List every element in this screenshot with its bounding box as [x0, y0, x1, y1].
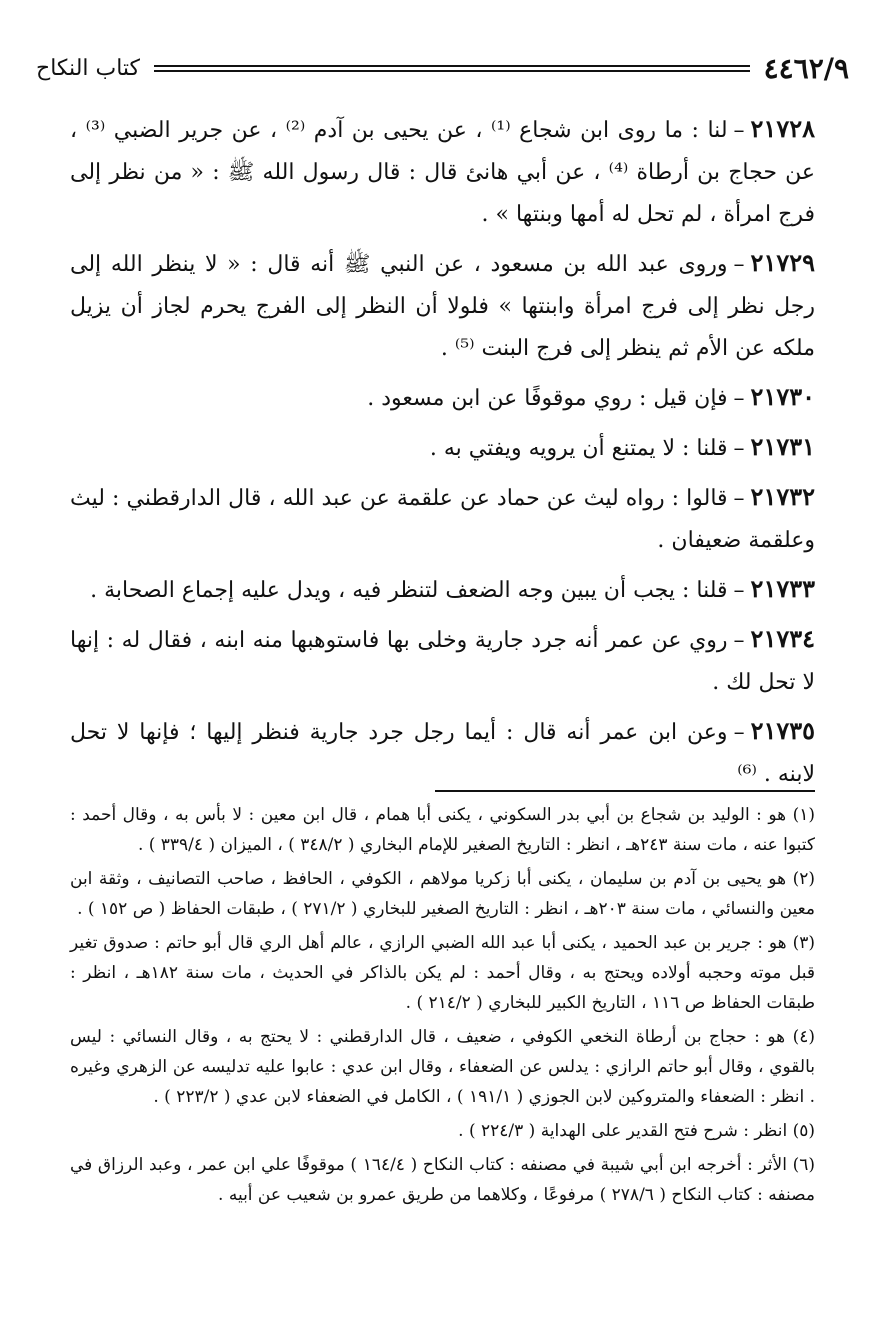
paragraph: ٢١٧٢٨–لنا : ما روى ابن شجاع ⁽¹⁾ ، عن يحيى بن آدم ⁽²⁾ ، عن جرير الضبي ⁽³⁾ ، عن حجاج بن أرطاة ⁽⁴⁾ ، عن أبي هانئ قال : قال رسول الله ﷺ : « من نظر إلى فرج امرأة ، لم تحل له أمها وبنتها » . — [70, 114, 815, 227]
paragraph-text: وعن ابن عمر أنه قال : أيما رجل جرد جارية فنظر إليها ؛ فإنها لا تحل لابنه . ⁽⁶⁾ — [70, 720, 815, 787]
footnote-separator — [435, 790, 815, 792]
header-rule — [154, 65, 750, 72]
footnotes — [70, 800, 815, 1214]
paragraph-number: ٢١٧٣٣ — [750, 574, 815, 603]
paragraph: ٢١٧٣٥–وعن ابن عمر أنه قال : أيما رجل جرد جارية فنظر إليها ؛ فإنها لا تحل لابنه . ⁽⁶⁾ — [70, 716, 816, 787]
paragraph: ٢١٧٣١–قلنا : لا يمتنع أن يرويه ويفتي به . — [429, 432, 815, 461]
footnote: (١) هو : الوليد بن شجاع بن أبي بدر السكوني ، يكنى أبا همام ، قال ابن معين : لا بأس به ، وقال أحمد : كتبوا عنه ، مات سنة ٢٤٣هـ ، انظر : التاريخ الصغير للإمام البخاري ( ٣٤٨/٢ ) ، الميزان ( ٣٣٩/٤ ) . — [70, 805, 815, 855]
paragraph-number: ٢١٧٣٤ — [750, 624, 815, 653]
footnote: (٢) هو يحيى بن آدم بن سليمان ، يكنى أبا زكريا مولاهم ، الكوفي ، الحافظ ، صاحب التصانيف ، وثقة ابن معين والنسائي ، مات سنة ٢٠٣هـ ، انظر : التاريخ الصغير للبخاري ( ٢٧١/٢ ) ، طبقات الحفاظ ( ص ١٥٢ ) . — [70, 869, 815, 919]
paragraph-text: قلنا : يجب أن يبين وجه الضعف لتنظر فيه ، ويدل عليه إجماع الصحابة . — [90, 578, 728, 603]
paragraph: ٢١٧٣٠–فإن قيل : روي موقوفًا عن ابن مسعود . — [367, 382, 815, 411]
paragraph-number: ٢١٧٣٠ — [750, 382, 815, 411]
paragraph-number: ٢١٧٣٢ — [750, 482, 815, 511]
paragraph-text: لنا : ما روى ابن شجاع ⁽¹⁾ ، عن يحيى بن آدم ⁽²⁾ ، عن جرير الضبي ⁽³⁾ ، عن حجاج بن أرطاة ⁽⁴⁾ ، عن أبي هانئ قال : قال رسول الله ﷺ : « من نظر إلى فرج امرأة ، لم تحل له أمها وبنتها » . — [70, 118, 815, 227]
paragraph-text: فإن قيل : روي موقوفًا عن ابن مسعود . — [367, 386, 728, 411]
paragraph-text: روي عن عمر أنه جرد جارية وخلى بها فاستوهبها منه ابنه ، فقال له : إنها لا تحل لك . — [70, 628, 815, 695]
paragraph-text: وروى عبد الله بن مسعود ، عن النبي ﷺ أنه قال : « لا ينظر الله إلى رجل نظر إلى فرج امرأة وابنتها » فلولا أن النظر إلى الفرج يحرم لجاز أن يزيل ملكه عن الأم ثم ينظر إلى فرج البنت ⁽⁵⁾ . — [70, 252, 815, 361]
paragraph-number: ٢١٧٣٥ — [750, 716, 816, 745]
footnote: (٣) هو : جرير بن عبد الحميد ، يكنى أبا عبد الله الضبي الرازي ، عالم أهل الري قال أبو حاتم : صدوق تغير قبل موته وحجبه أولاده ويحتج به ، وقال أحمد : لم يكن بالذاكر في الحديث ، مات سنة ١٨٢هـ ، انظر : طبقات الحفاظ ص ١١٦ ، التاريخ الكبير للبخاري ( ٢١٤/٢ ) . — [70, 933, 816, 1013]
paragraph: ٢١٧٣٢–قالوا : رواه ليث عن حماد عن علقمة عن عبد الله ، قال الدارقطني : ليث وعلقمة ضعيفان . — [70, 482, 815, 553]
paragraph-number: ٢١٧٢٨ — [750, 114, 815, 143]
paragraph-number: ٢١٧٢٩ — [750, 248, 815, 277]
footnote: (٥) انظر : شرح فتح القدير على الهداية ( ٢٢٤/٣ ) . — [458, 1121, 815, 1141]
paragraph: ٢١٧٣٤–روي عن عمر أنه جرد جارية وخلى بها فاستوهبها منه ابنه ، فقال له : إنها لا تحل لك . — [70, 624, 815, 695]
paragraph-text: قلنا : لا يمتنع أن يرويه ويفتي به . — [429, 436, 728, 461]
paragraph: ٢١٧٣٣–قلنا : يجب أن يبين وجه الضعف لتنظر فيه ، ويدل عليه إجماع الصحابة . — [90, 574, 815, 603]
paragraph: ٢١٧٢٩–وروى عبد الله بن مسعود ، عن النبي ﷺ أنه قال : « لا ينظر الله إلى رجل نظر إلى فرج امرأة وابنتها » فلولا أن النظر إلى الفرج يحرم لجاز أن يزيل ملكه عن الأم ثم ينظر إلى فرج البنت ⁽⁵⁾ . — [70, 248, 815, 361]
paragraph-number: ٢١٧٣١ — [750, 432, 815, 461]
main-text — [70, 108, 815, 802]
book-title: كتاب النكاح — [36, 55, 141, 81]
page-folio: ٤٤٦٢/٩ — [763, 51, 849, 85]
footnote: (٦) الأثر : أخرجه ابن أبي شيبة في مصنفه : كتاب النكاح ( ١٦٤/٤ ) موقوفًا علي ابن عمر ، وعبد الرزاق في مصنفه : كتاب النكاح ( ٢٧٨/٦ ) مرفوعًا ، وكلاهما من طريق عمرو بن شعيب عن أبيه . — [70, 1155, 816, 1205]
paragraph-text: قالوا : رواه ليث عن حماد عن علقمة عن عبد الله ، قال الدارقطني : ليث وعلقمة ضعيفان . — [70, 486, 815, 553]
footnote: (٤) هو : حجاج بن أرطاة النخعي الكوفي ، ضعيف ، قال الدارقطني : لا يحتج به ، وقال النسائي : ليس بالقوي ، وقال أبو حاتم الرازي : يدلس عن الضعفاء ، وقال ابن عدي : عابوا عليه تدليسه عن الزهري وغيره . انظر : الضعفاء والمتروكين لابن الجوزي ( ١٩١/١ ) ، الكامل في الضعفاء لابن عدي ( ٢٢٣/٢ ) . — [70, 1027, 815, 1107]
running-header — [36, 48, 849, 88]
